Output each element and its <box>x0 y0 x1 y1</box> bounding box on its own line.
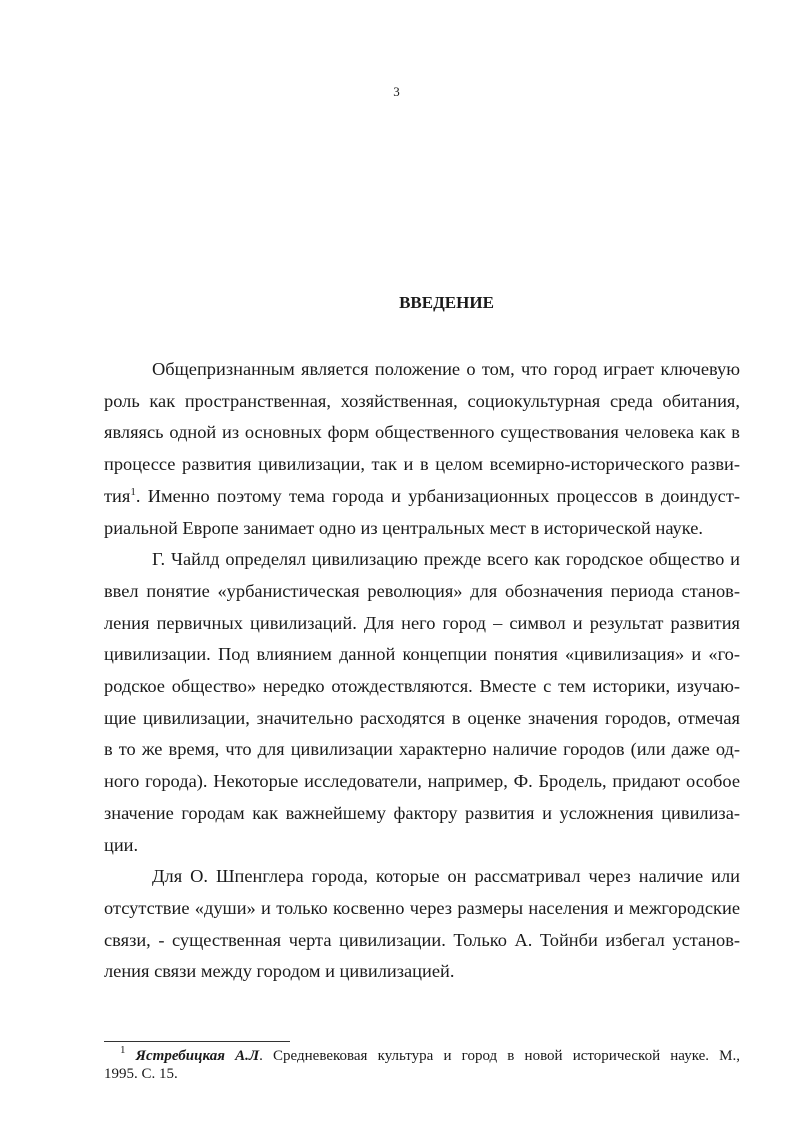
text-line: Для О. Шпенглера города, которые он рассматривал через наличие или <box>152 866 740 887</box>
text-line: щие цивилизации, значительно расходятся в оценке значения городов, отмечая <box>104 707 740 728</box>
text-line: риальной Европе занимает одно из центральных мест в исторической науке. <box>104 517 703 538</box>
page-number: 3 <box>393 84 400 99</box>
footnote-marker: 1 <box>120 1044 126 1056</box>
text-line: роль как пространственная, хозяйственная, социокультурная среда обитания, <box>104 390 740 411</box>
footnote-title: . Средневековая культура и город в новой исторической науке. М., <box>259 1048 741 1064</box>
text-line: Общепризнанным является положение о том, что город играет ключевую <box>152 359 740 379</box>
text-line: ввел понятие «урбанистическая революция» для обозначения периода станов- <box>104 580 740 601</box>
text-line: ции. <box>104 834 139 855</box>
footnote-author: Ястребицкая А.Л <box>135 1048 260 1064</box>
text-line-with-footnote <box>104 481 740 513</box>
text-line: являясь одной из основных форм общественного существования человека как в <box>104 422 740 443</box>
section-heading: ВВЕДЕНИЕ <box>399 293 494 312</box>
paragraph-2 <box>104 544 740 861</box>
text-line: родское общество» нередко отождествляются. Вместе с тем историки, изучаю- <box>104 676 740 697</box>
text-line: Г. Чайлд определял цивилизацию прежде всего как городское общество и <box>152 549 740 570</box>
text-line: связи, - существенная черта цивилизации. Только А. Тойнби избегал установ- <box>104 929 740 950</box>
footnote <box>104 1044 741 1083</box>
text-line: значение городам как важнейшему фактору развития и усложнения цивилиза- <box>104 802 740 823</box>
paragraph-3 <box>104 861 740 988</box>
body-text <box>104 354 740 988</box>
text-line: в то же время, что для цивилизации характерно наличие городов (или даже од- <box>104 739 740 760</box>
text-line: ления связи между городом и цивилизацией. <box>104 961 455 982</box>
text-line: ления первичных цивилизаций. Для него город – символ и результат развития <box>104 612 740 633</box>
footnote-line <box>104 1044 741 1065</box>
text-line: отсутствие «души» и только косвенно через размеры населения и межгородские <box>104 897 740 918</box>
text-line: цивилизации. Под влиянием данной концепции понятия «цивилизация» и «го- <box>104 644 740 665</box>
paragraph-1 <box>104 354 740 544</box>
footnote-reference: 1 <box>130 485 136 498</box>
text-line: ного города). Некоторые исследователи, например, Ф. Бродель, придают особое <box>104 771 740 792</box>
text-line: процессе развития цивилизации, так и в целом всемирно-исторического разви- <box>104 454 740 475</box>
text-fragment: . Именно поэтому тема города и урбанизационных процессов в доиндуст- <box>135 485 740 506</box>
footnote-divider <box>104 1041 290 1042</box>
footnote-line: 1995. С. 15. <box>104 1066 178 1082</box>
text-fragment: тия <box>104 485 131 506</box>
